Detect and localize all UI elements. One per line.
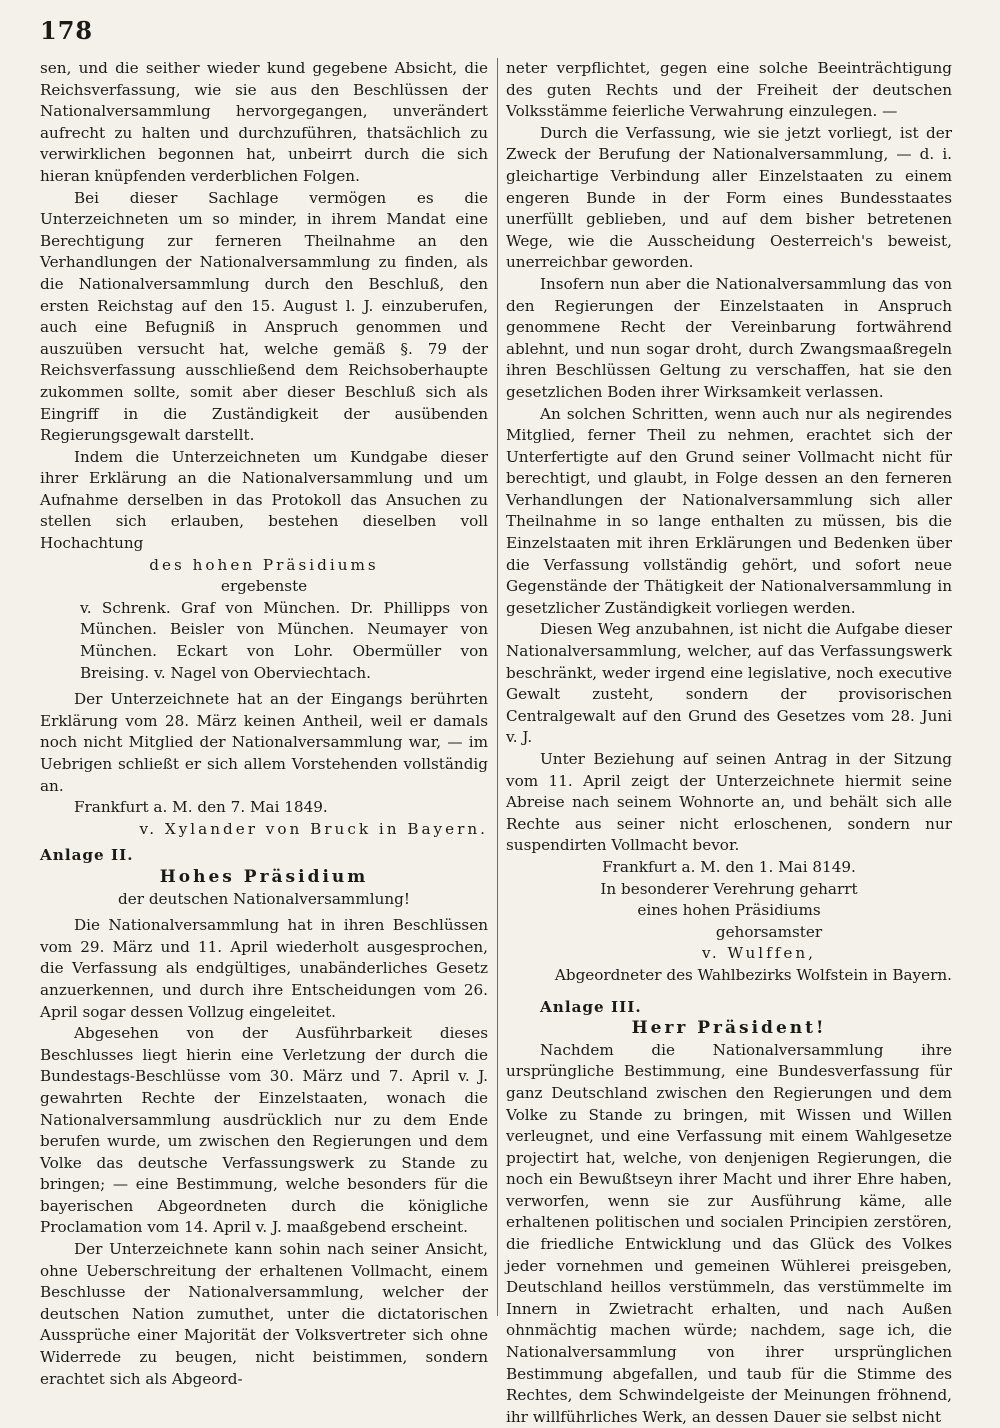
paragraph: Der Unterzeichnete kann sohin nach seiner Ansicht, ohne Ueberschreitung der erhaltenen Vollmacht, einem Beschlusse der Nationalversammlung, welcher der deutschen Nation zumuthet, unter die dictatorischen Aussprüche einer Majorität der Volksvertreter sich ohne Widerrede zu beugen, nicht beistimmen, sondern erachtet sich als Abgeord-: [40, 1240, 488, 1388]
paragraph: Diesen Weg anzubahnen, ist nicht die Aufgabe dieser Nationalversammlung, welcher, auf das Verfassungswerk beschränkt, weder irgend eine legislative, noch executive Gewalt zusteht, sondern der provisorischen Centralgewalt auf den Grund des Gesetzes vom 28. Juni v. J.: [506, 620, 952, 747]
paragraph: Die Nationalversammlung hat in ihren Beschlüssen vom 29. März und 11. April wiederholt ausgesprochen, die Verfassung als endgültiges, unabänderliches Gesetz anzuerkennen, und durch ihre Entscheidungen vom 26. April sogar dessen Vollzug eingeleitet.: [40, 916, 488, 1021]
section-label: Anlage II.: [40, 846, 134, 865]
column-divider: [497, 58, 498, 1316]
section-heading: Hohes Präsidium: [159, 866, 369, 887]
paragraph: Unter Beziehung auf seinen Antrag in der Sitzung vom 11. April zeigt der Unterzeichnete hiermit seine Abreise nach seinem Wohnorte an, und behält sich alle Rechte aus seiner nicht erloschenen, sondern nur suspendirten Vollmacht bevor.: [506, 750, 952, 855]
closing-line: ergebenste: [220, 577, 308, 596]
signature: v. Xylander von Bruck in Bayern.: [139, 819, 488, 838]
paragraph: neter verpflichtet, gegen eine solche Beeinträchtigung des guten Rechts und der Freiheit der deutschen Volksstämme feierliche Verwahrung einzulegen. —: [506, 59, 952, 121]
paragraph: Abgesehen von der Ausführbarkeit dieses Beschlusses liegt hierin eine Verletzung der durch die Bundestags-Beschlüsse vom 30. März und 7. April v. J. gewahrten Rechte der Einzelstaaten, wonach die Nationalversammlung ausdrücklich nur zu dem Ende berufen wurde, um zwischen den Regierungen und dem Volke das deutsche Verfassungswerk zu Stande zu bringen; — eine Bestimmung, welche besonders für die bayerischen Abgeordneten durch die königliche Proclamation vom 14. April v. J. maaßgebend erscheint.: [40, 1024, 488, 1237]
section-label: Anlage III.: [540, 997, 642, 1016]
signature-title: Abgeordneter des Wahlbezirks Wolfstein in Bayern.: [554, 965, 952, 984]
right-column: [506, 58, 952, 1428]
paragraph: Nachdem die Nationalversammlung ihre ursprüngliche Bestimmung, eine Bundesverfassung für ganz Deutschland zwischen den Regierungen und dem Volke zu Stande zu bringen, mit Wissen und Willen verleugnet, und eine Verfassung mit einem Wahlgesetze projectirt hat, welche, von denjenigen Regierungen, die noch ein Bewußtseyn ihrer Macht und ihrer Ehre haben, verworfen, wenn sie zur Ausführung käme, alle erhaltenen politischen und socialen Principien zerstören, die friedliche Entwicklung und das Glück des Volkes jeder vornehmen und gemeinen Wühlerei preisgeben, Deutschland heillos verstümmeln, das verstümmelte im Innern in Zwietracht erhalten, und nach Außen ohnmächtig machen würde; nachdem, sage ich, die Nationalversammlung von ihrer ursprünglichen Bestimmung abgefallen, und taub für die Stimme des Rechtes, dem Schwindelgeiste der Meinungen fröhnend, ihr willführliches Werk, an dessen Dauer sie selbst nicht: [506, 1040, 952, 1426]
paragraph: An solchen Schritten, wenn auch nur als negirendes Mitglied, ferner Theil zu nehmen, erachtet sich der Unterfertigte auf den Grund seiner Vollmacht nicht für berechtigt, und glaubt, in Folge dessen an den ferneren Verhandlungen der Nationalversammlung sich aller Theilnahme in so lange enthalten zu müssen, bis die Einzelstaaten mit ihren Erklärungen und Bedenken über die Verfassung vollständig gehört, und sofort neue Gegenstände der Thätigkeit der Nationalversammlung in gesetzlicher Zuständigkeit vorliegen werden.: [506, 404, 952, 617]
signature-list: v. Schrenk. Graf von München. Dr. Phillipps von München. Beisler von München. Neumayer von München. Eckart von Lohr. Obermüller von Breising. v. Nagel von Oberviechtach.: [80, 598, 488, 682]
section-heading: Herr Präsident!: [631, 1018, 827, 1039]
paragraph: Der Unterzeichnete hat an der Eingangs berührten Erklärung vom 28. März keinen Antheil, weil er damals noch nicht Mitglied der Nationalversammlung war, — im Uebrigen schließt er sich allem Vorstehenden vollständig an.: [40, 690, 488, 795]
paragraph: Durch die Verfassung, wie sie jetzt vorliegt, ist der Zweck der Berufung der Nationalversammlung, — d. i. gleichartige Verbindung aller Einzelstaaten zu einem engeren Bunde in der Form eines Bundesstaates unerfüllt geblieben, und auf dem bisher betretenen Wege, wie die Ausscheidung Oesterreich's beweist, unerreichbar geworden.: [506, 123, 952, 272]
page-number: 178: [40, 16, 94, 45]
closing-line: gehorsamster: [715, 922, 823, 941]
paragraph: Indem die Unterzeichneten um Kundgabe dieser ihrer Erklärung an die Nationalversammlung und um Aufnahme derselben in das Protokoll das Ansuchen zu stellen sich erlauben, bestehen dieselben voll Hochachtung: [40, 447, 488, 553]
closing-line: des hohen Präsidiums: [149, 555, 379, 574]
date-line: Frankfurt a. M. den 1. Mai 8149.: [602, 857, 856, 876]
left-column: [40, 58, 488, 1390]
paragraph: sen, und die seither wieder kund gegebene Absicht, die Reichsverfassung, wie sie aus den Beschlüssen der Nationalversammlung hervorgegangen, unverändert aufrecht zu halten und durchzuführen, thatsächlich zu verwirklichen begonnen hat, unbeirrt durch die sich hieran knüpfenden verderblichen Folgen.: [40, 59, 488, 185]
closing-line: In besonderer Verehrung geharrt: [600, 879, 858, 898]
section-heading: der deutschen Nationalversammlung!: [118, 889, 410, 908]
date-line: Frankfurt a. M. den 7. Mai 1849.: [74, 798, 328, 817]
signature: v. Wulffen,: [702, 944, 816, 963]
paragraph: Bei dieser Sachlage vermögen es die Unterzeichneten um so minder, in ihrem Mandat eine Berechtigung zur ferneren Theilnahme an den Verhandlungen der Nationalversammlung zu finden, als die Nationalversammlung durch den Beschluß, den ersten Reichstag auf den 15. August l. J. einzuberufen, auch eine Befugniß in Anspruch genommen und auszuüben versucht hat, welche gemäß §. 79 der Reichsverfassung ausschließend dem Reichsoberhaupte zukommen sollte, somit aber dieser Beschluß sich als Eingriff in die Zuständigkeit der ausübenden Regierungsgewalt darstellt.: [40, 188, 488, 445]
paragraph: Insofern nun aber die Nationalversammlung das von den Regierungen der Einzelstaaten in Anspruch genommene Recht der Vereinbarung fortwährend ablehnt, und nun sogar droht, durch Zwangsmaaßregeln ihren Beschlüssen Geltung zu verschaffen, hat sie den gesetzlichen Boden ihrer Wirksamkeit verlassen.: [506, 274, 952, 401]
closing-line: eines hohen Präsidiums: [637, 901, 821, 920]
